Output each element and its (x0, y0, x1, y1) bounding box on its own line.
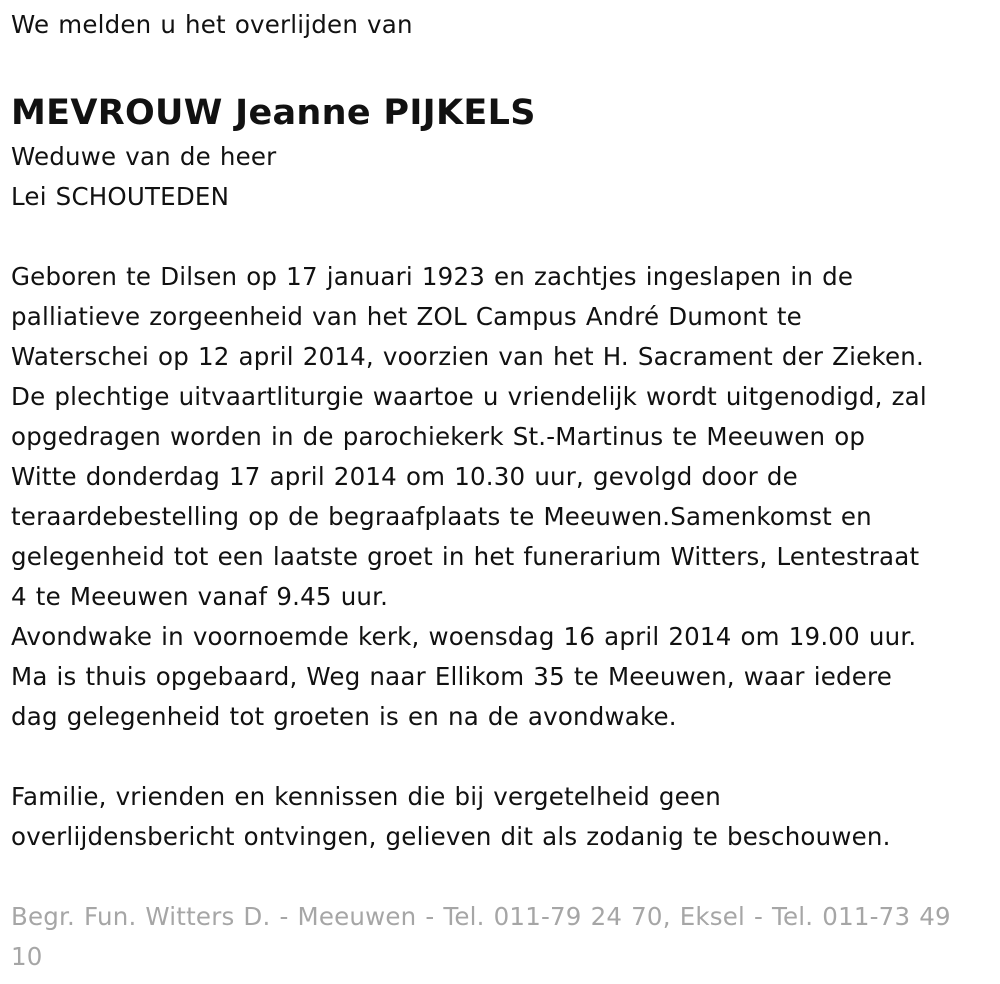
notice-line: overlijdensbericht ontvingen, gelieven dit als zodanig te beschouwen. (11, 822, 891, 851)
body-line: palliatieve zorgeenheid van het ZOL Campus André Dumont te (11, 302, 802, 331)
deceased-name: MEVROUW Jeanne PIJKELS (11, 93, 536, 133)
funeral-home-footer (11, 897, 993, 977)
body-line: Geboren te Dilsen op 17 januari 1923 en zachtjes ingeslapen in de (11, 262, 854, 291)
spacer (11, 857, 993, 897)
family-notice (11, 777, 993, 857)
body-line: Witte donderdag 17 april 2014 om 10.30 uur, gevolgd door de (11, 462, 798, 491)
footer-line: 10 (11, 942, 43, 971)
intro-text: We melden u het overlijden van (11, 10, 413, 39)
body-line: gelegenheid tot een laatste groet in het funerarium Witters, Lentestraat (11, 542, 920, 571)
spouse-line: Weduwe van de heer (11, 142, 277, 171)
spacer (11, 45, 993, 85)
body-line: dag gelegenheid tot groeten is en na de avondwake. (11, 702, 677, 731)
body-line: Ma is thuis opgebaard, Weg naar Ellikom 35 te Meeuwen, waar iedere (11, 662, 893, 691)
body-line: teraardebestelling op de begraafplaats te Meeuwen.Samenkomst en (11, 502, 872, 531)
spacer (11, 217, 993, 257)
spouse-name: Lei SCHOUTEDEN (11, 182, 230, 211)
obituary-body (11, 257, 993, 737)
body-line: Waterschei op 12 april 2014, voorzien van het H. Sacrament der Zieken. (11, 342, 924, 371)
body-line: 4 te Meeuwen vanaf 9.45 uur. (11, 582, 389, 611)
notice-line: Familie, vrienden en kennissen die bij vergetelheid geen (11, 782, 721, 811)
spacer (11, 737, 993, 777)
obituary-notice (11, 5, 993, 977)
body-line: opgedragen worden in de parochiekerk St.-Martinus te Meeuwen op (11, 422, 866, 451)
footer-line: Begr. Fun. Witters D. - Meeuwen - Tel. 011-79 24 70, Eksel - Tel. 011-73 49 (11, 902, 951, 931)
body-line: Avondwake in voornoemde kerk, woensdag 16 april 2014 om 19.00 uur. (11, 622, 917, 651)
body-line: De plechtige uitvaartliturgie waartoe u vriendelijk wordt uitgenodigd, zal (11, 382, 927, 411)
